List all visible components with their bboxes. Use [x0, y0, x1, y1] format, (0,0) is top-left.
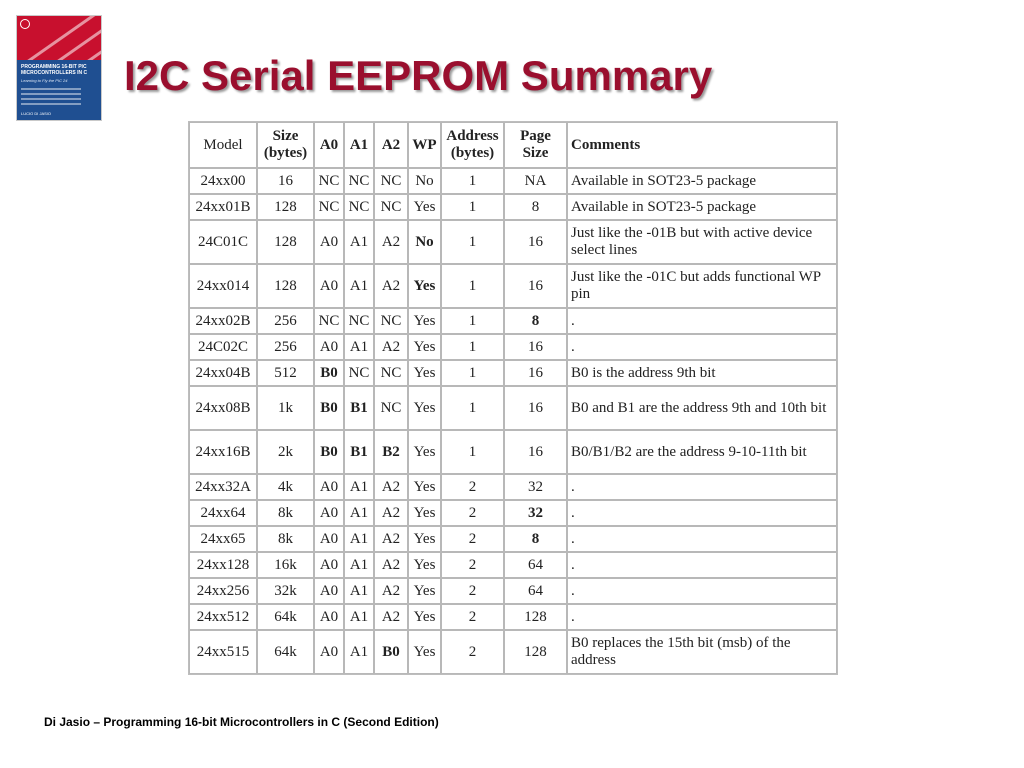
cell-model: 24xx04B — [189, 360, 257, 386]
cell-a1: A1 — [344, 220, 374, 264]
cell-page-size: 8 — [504, 194, 567, 220]
cell-a0: A0 — [314, 552, 344, 578]
cell-wp: Yes — [408, 578, 441, 604]
cell-address-bytes: 2 — [441, 526, 504, 552]
cell-a2: A2 — [374, 552, 408, 578]
cell-address-bytes: 2 — [441, 474, 504, 500]
cell-a1: A1 — [344, 552, 374, 578]
cell-wp: Yes — [408, 360, 441, 386]
cell-comment: B0 and B1 are the address 9th and 10th bit — [567, 386, 837, 430]
cell-size: 128 — [257, 194, 314, 220]
table-row — [189, 630, 837, 674]
cell-comment: . — [567, 552, 837, 578]
cell-a1: B1 — [344, 430, 374, 474]
cell-address-bytes: 1 — [441, 264, 504, 308]
cell-a0: NC — [314, 194, 344, 220]
cell-wp: Yes — [408, 264, 441, 308]
table-row — [189, 386, 837, 430]
cell-address-bytes: 2 — [441, 578, 504, 604]
cell-comment: Just like the -01C but adds functional WP pin — [567, 264, 837, 308]
cell-page-size: 32 — [504, 500, 567, 526]
cell-a0: B0 — [314, 360, 344, 386]
cell-a2: A2 — [374, 578, 408, 604]
eeprom-summary-table — [188, 121, 836, 675]
book-cover-thumbnail — [16, 15, 102, 121]
cell-page-size: 32 — [504, 474, 567, 500]
cell-model: 24xx01B — [189, 194, 257, 220]
cell-model: 24xx16B — [189, 430, 257, 474]
header-address-bytes: Address (bytes) — [441, 122, 504, 168]
table-row — [189, 220, 837, 264]
cell-page-size: 16 — [504, 334, 567, 360]
cell-page-size: 8 — [504, 308, 567, 334]
cell-wp: Yes — [408, 604, 441, 630]
cell-model: 24xx014 — [189, 264, 257, 308]
cell-a2: A2 — [374, 526, 408, 552]
cell-a1: NC — [344, 168, 374, 194]
cover-text-lines — [21, 88, 81, 108]
cell-a0: A0 — [314, 220, 344, 264]
cell-address-bytes: 1 — [441, 168, 504, 194]
cell-address-bytes: 1 — [441, 220, 504, 264]
cell-page-size: 64 — [504, 578, 567, 604]
cell-address-bytes: 1 — [441, 386, 504, 430]
cell-size: 16 — [257, 168, 314, 194]
cell-address-bytes: 2 — [441, 500, 504, 526]
cell-a2: A2 — [374, 264, 408, 308]
cell-a1: A1 — [344, 630, 374, 674]
cover-author: LUCIO DI JASIO — [21, 111, 52, 116]
cell-page-size: 16 — [504, 220, 567, 264]
cell-model: 24xx128 — [189, 552, 257, 578]
cell-size: 256 — [257, 334, 314, 360]
cell-size: 4k — [257, 474, 314, 500]
cell-wp: Yes — [408, 386, 441, 430]
cell-size: 64k — [257, 630, 314, 674]
table-row — [189, 578, 837, 604]
cell-a2: A2 — [374, 500, 408, 526]
cell-comment: Available in SOT23-5 package — [567, 194, 837, 220]
cell-wp: Yes — [408, 500, 441, 526]
cell-a2: NC — [374, 386, 408, 430]
cell-address-bytes: 1 — [441, 308, 504, 334]
cell-page-size: 16 — [504, 264, 567, 308]
cell-address-bytes: 1 — [441, 430, 504, 474]
cell-a2: B2 — [374, 430, 408, 474]
cell-a0: A0 — [314, 264, 344, 308]
cell-model: 24C01C — [189, 220, 257, 264]
cell-page-size: 16 — [504, 430, 567, 474]
cell-model: 24C02C — [189, 334, 257, 360]
cell-comment: . — [567, 334, 837, 360]
cell-a1: A1 — [344, 474, 374, 500]
cell-size: 8k — [257, 500, 314, 526]
cell-a0: A0 — [314, 526, 344, 552]
table-row — [189, 604, 837, 630]
cell-a0: A0 — [314, 334, 344, 360]
cell-size: 256 — [257, 308, 314, 334]
cell-a0: B0 — [314, 430, 344, 474]
cell-comment: . — [567, 526, 837, 552]
cell-model: 24xx515 — [189, 630, 257, 674]
cell-a1: A1 — [344, 500, 374, 526]
header-page-size: Page Size — [504, 122, 567, 168]
cell-a2: A2 — [374, 220, 408, 264]
cell-wp: No — [408, 168, 441, 194]
cell-comment: Available in SOT23-5 package — [567, 168, 837, 194]
cell-model: 24xx00 — [189, 168, 257, 194]
table-row — [189, 500, 837, 526]
cell-a1: A1 — [344, 526, 374, 552]
cell-a2: NC — [374, 308, 408, 334]
cell-a2: B0 — [374, 630, 408, 674]
cell-page-size: 16 — [504, 386, 567, 430]
header-comments: Comments — [567, 122, 837, 168]
cell-size: 128 — [257, 264, 314, 308]
footer-citation: Di Jasio – Programming 16-bit Microcontrollers in C (Second Edition) — [44, 715, 439, 729]
cell-comment: B0 replaces the 15th bit (msb) of the address — [567, 630, 837, 674]
cell-a1: NC — [344, 308, 374, 334]
cell-comment: . — [567, 474, 837, 500]
cell-comment: B0 is the address 9th bit — [567, 360, 837, 386]
cell-a2: A2 — [374, 334, 408, 360]
cell-model: 24xx65 — [189, 526, 257, 552]
cell-page-size: 8 — [504, 526, 567, 552]
table-row — [189, 168, 837, 194]
cell-address-bytes: 2 — [441, 604, 504, 630]
table-header-row — [189, 122, 837, 168]
cell-a0: A0 — [314, 500, 344, 526]
cell-a1: A1 — [344, 334, 374, 360]
table-row — [189, 360, 837, 386]
table-row — [189, 526, 837, 552]
cell-wp: Yes — [408, 474, 441, 500]
cell-a1: A1 — [344, 604, 374, 630]
cell-a0: A0 — [314, 630, 344, 674]
cell-wp: Yes — [408, 308, 441, 334]
cover-graphic — [17, 16, 101, 60]
cell-a0: NC — [314, 168, 344, 194]
cell-comment: Just like the -01B but with active device select lines — [567, 220, 837, 264]
cell-wp: Yes — [408, 552, 441, 578]
cover-subtitle: Learning to Fly the PIC 24 — [21, 78, 68, 83]
cell-comment: . — [567, 308, 837, 334]
cover-title: PROGRAMMING 16-BIT PIC MICROCONTROLLERS IN C — [21, 64, 88, 76]
cell-size: 1k — [257, 386, 314, 430]
table-row — [189, 552, 837, 578]
cell-address-bytes: 1 — [441, 194, 504, 220]
header-size: Size (bytes) — [257, 122, 314, 168]
cell-a1: A1 — [344, 264, 374, 308]
cell-wp: Yes — [408, 334, 441, 360]
cell-page-size: 16 — [504, 360, 567, 386]
cell-a2: NC — [374, 194, 408, 220]
cell-comment: B0/B1/B2 are the address 9-10-11th bit — [567, 430, 837, 474]
cell-wp: No — [408, 220, 441, 264]
table-row — [189, 308, 837, 334]
cell-a2: A2 — [374, 604, 408, 630]
cell-a0: A0 — [314, 578, 344, 604]
header-a0: A0 — [314, 122, 344, 168]
cell-model: 24xx512 — [189, 604, 257, 630]
cell-size: 2k — [257, 430, 314, 474]
cell-size: 16k — [257, 552, 314, 578]
cell-address-bytes: 1 — [441, 360, 504, 386]
cell-address-bytes: 2 — [441, 630, 504, 674]
publisher-logo-icon — [20, 19, 30, 29]
header-wp: WP — [408, 122, 441, 168]
cell-comment: . — [567, 500, 837, 526]
cell-a2: NC — [374, 360, 408, 386]
cell-a0: B0 — [314, 386, 344, 430]
cell-a0: NC — [314, 308, 344, 334]
cell-page-size: NA — [504, 168, 567, 194]
cell-a1: NC — [344, 194, 374, 220]
cell-wp: Yes — [408, 630, 441, 674]
table-row — [189, 474, 837, 500]
cell-a1: B1 — [344, 386, 374, 430]
header-a1: A1 — [344, 122, 374, 168]
cell-address-bytes: 1 — [441, 334, 504, 360]
cell-wp: Yes — [408, 194, 441, 220]
slide-title: I2C Serial EEPROM Summary — [124, 52, 713, 99]
cell-model: 24xx02B — [189, 308, 257, 334]
cell-comment: . — [567, 578, 837, 604]
cell-a0: A0 — [314, 474, 344, 500]
cell-size: 512 — [257, 360, 314, 386]
cell-model: 24xx256 — [189, 578, 257, 604]
cell-page-size: 128 — [504, 630, 567, 674]
cell-model: 24xx08B — [189, 386, 257, 430]
cell-model: 24xx64 — [189, 500, 257, 526]
table-row — [189, 334, 837, 360]
cell-page-size: 64 — [504, 552, 567, 578]
cell-comment: . — [567, 604, 837, 630]
cell-a2: A2 — [374, 474, 408, 500]
cell-wp: Yes — [408, 430, 441, 474]
cell-address-bytes: 2 — [441, 552, 504, 578]
cell-page-size: 128 — [504, 604, 567, 630]
cell-model: 24xx32A — [189, 474, 257, 500]
header-model: Model — [189, 122, 257, 168]
header-a2: A2 — [374, 122, 408, 168]
table-row — [189, 194, 837, 220]
cell-size: 8k — [257, 526, 314, 552]
table-row — [189, 264, 837, 308]
cell-a0: A0 — [314, 604, 344, 630]
cell-size: 32k — [257, 578, 314, 604]
cell-size: 128 — [257, 220, 314, 264]
table-row — [189, 430, 837, 474]
cell-a1: NC — [344, 360, 374, 386]
cell-a1: A1 — [344, 578, 374, 604]
cell-a2: NC — [374, 168, 408, 194]
cell-size: 64k — [257, 604, 314, 630]
cell-wp: Yes — [408, 526, 441, 552]
